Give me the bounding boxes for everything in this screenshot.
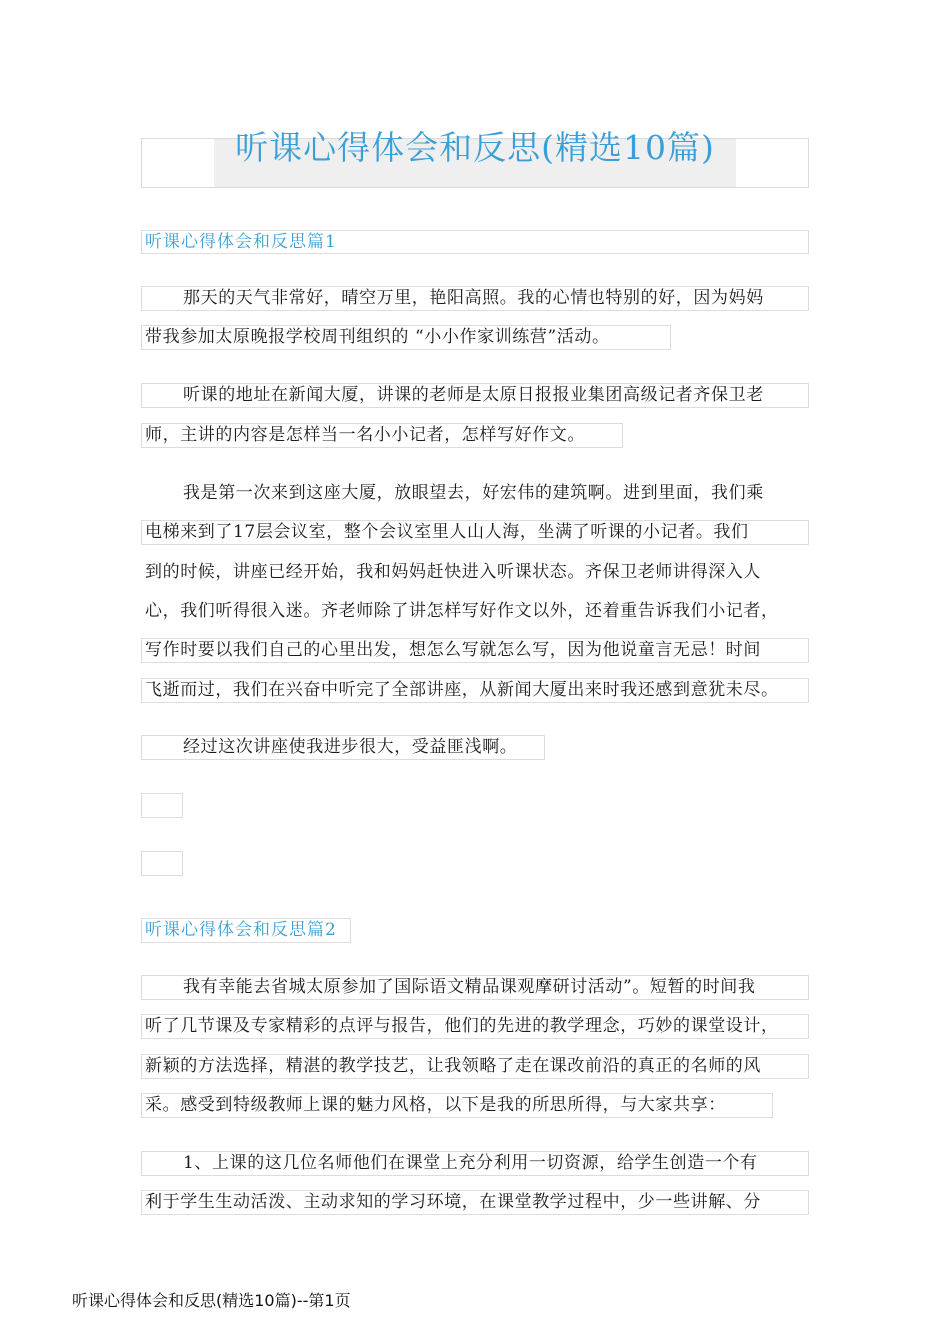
paragraph-line: 我有幸能去省城太原参加了国际语文精品课观摩研讨活动”。短暂的时间我	[183, 977, 756, 997]
paragraph-line: 师，主讲的内容是怎样当一名小小记者，怎样写好作文。	[145, 425, 585, 445]
paragraph-line: 飞逝而过，我们在兴奋中听完了全部讲座，从新闻大厦出来时我还感到意犹未尽。	[145, 680, 779, 700]
paragraph-line: 到的时候，讲座已经开始，我和妈妈赶快进入听课状态。齐保卫老师讲得深入人	[145, 562, 761, 582]
paragraph-line: 带我参加太原晚报学校周刊组织的 “小小作家训练营”活动。	[145, 327, 610, 347]
paragraph-line: 那天的天气非常好，晴空万里，艳阳高照。我的心情也特别的好，因为妈妈	[183, 288, 764, 308]
page-footer: 听课心得体会和反思(精选10篇)--第1页	[72, 1291, 351, 1310]
document-title: 听课心得体会和反思(精选10篇)	[235, 128, 715, 167]
paragraph-line: 我是第一次来到这座大厦，放眼望去，好宏伟的建筑啊。进到里面，我们乘	[183, 483, 764, 503]
section-heading-2: 听课心得体会和反思篇2	[145, 920, 337, 940]
paragraph-line: 听课的地址在新闻大厦，讲课的老师是太原日报报业集团高级记者齐保卫老	[183, 385, 764, 405]
paragraph-line: 写作时要以我们自己的心里出发，想怎么写就怎么写，因为他说童言无忌！时间	[145, 640, 761, 660]
paragraph-line: 心，我们听得很入迷。齐老师除了讲怎样写好作文以外，还着重告诉我们小记者，	[145, 601, 779, 621]
paragraph-line: 1、上课的这几位名师他们在课堂上充分利用一切资源，给学生创造一个有	[183, 1153, 758, 1173]
paragraph-line: 电梯来到了17层会议室，整个会议室里人山人海，坐满了听课的小记者。我们	[145, 522, 749, 542]
empty-line-frame	[141, 793, 183, 818]
paragraph-line: 利于学生生动活泼、主动求知的学习环境，在课堂教学过程中，少一些讲解、分	[145, 1192, 761, 1212]
paragraph-line: 经过这次讲座使我进步很大，受益匪浅啊。	[183, 737, 518, 757]
paragraph-line: 新颖的方法选择，精湛的教学技艺，让我领略了走在课改前沿的真正的名师的风	[145, 1056, 761, 1076]
empty-line-frame	[141, 851, 183, 876]
paragraph-line: 听了几节课及专家精彩的点评与报告，他们的先进的教学理念，巧妙的课堂设计，	[145, 1016, 779, 1036]
paragraph-line: 采。感受到特级教师上课的魅力风格，以下是我的所思所得，与大家共享：	[145, 1095, 726, 1115]
section-heading-1: 听课心得体会和反思篇1	[145, 232, 337, 252]
